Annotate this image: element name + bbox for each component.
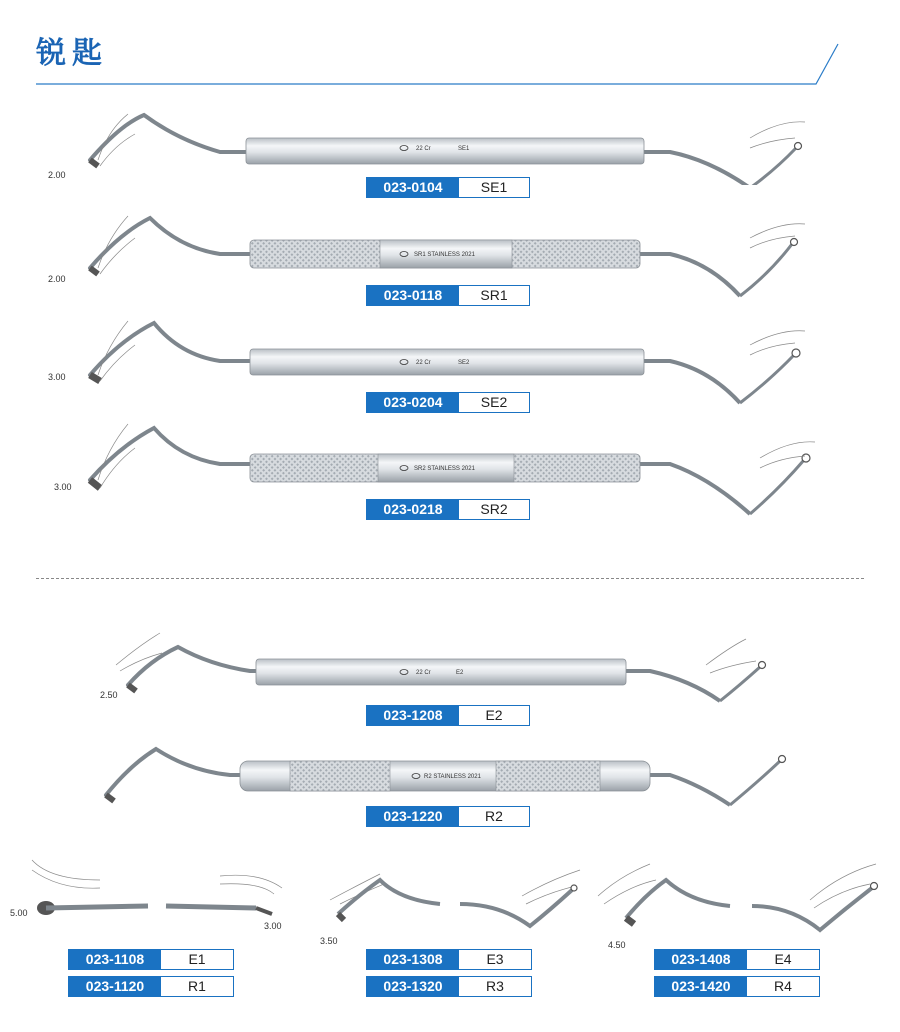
product-tag: [68, 949, 234, 970]
product-tag: [366, 499, 530, 520]
size-label: 2.00: [48, 274, 66, 284]
model-name: SR1: [480, 287, 508, 303]
product-code: 023-0218: [367, 500, 459, 519]
model-name: SE1: [480, 179, 508, 195]
model-name: SE2: [480, 394, 508, 410]
section-divider: [36, 578, 864, 579]
size-label: 3.00: [54, 482, 72, 492]
product-tag: [366, 285, 530, 306]
handle-mark: SE2: [458, 360, 470, 366]
product-code: 023-1420: [655, 977, 747, 996]
instrument-image: [60, 100, 820, 185]
product-tag: [366, 705, 530, 726]
product-tag: [68, 976, 234, 997]
product-code: 023-1108: [69, 950, 161, 969]
size-label: 3.00: [264, 921, 282, 931]
product-tag: [366, 976, 532, 997]
product-code: 023-1308: [367, 950, 459, 969]
size-label: 3.50: [320, 936, 338, 946]
product-code: 023-1220: [367, 807, 459, 826]
handle-engraving: 22 Cr: [416, 360, 431, 366]
model-name: E4: [774, 951, 792, 967]
instrument-image: [310, 860, 590, 930]
product-tag: [654, 976, 820, 997]
model-name: R4: [774, 978, 792, 994]
handle-engraving: SR2 STAINLESS 2021: [414, 466, 475, 472]
product-tag: [366, 949, 532, 970]
model-name: R1: [188, 978, 206, 994]
product-code: 023-1408: [655, 950, 747, 969]
product-code: 023-0204: [367, 393, 459, 412]
size-label: 2.00: [48, 170, 66, 180]
instrument-image: [20, 850, 290, 930]
product-code: 023-0118: [367, 286, 459, 305]
header-rule: [0, 0, 900, 100]
product-tag: [654, 949, 820, 970]
handle-mark: E2: [456, 670, 464, 676]
size-label: 4.50: [608, 940, 626, 950]
instrument-image: [100, 735, 800, 815]
product-code: 023-1208: [367, 706, 459, 725]
model-name: E3: [486, 951, 504, 967]
model-name: R2: [485, 808, 503, 824]
product-tag: [366, 177, 530, 198]
page-title: 锐匙: [36, 36, 108, 71]
product-code: 023-1120: [69, 977, 161, 996]
handle-engraving: 22 Cr: [416, 146, 431, 152]
size-label: 5.00: [10, 908, 28, 918]
product-code: 023-1320: [367, 977, 459, 996]
product-tag: [366, 806, 530, 827]
instrument-image: [590, 856, 890, 936]
handle-mark: SE1: [458, 146, 470, 152]
product-tag: [366, 392, 530, 413]
handle-engraving: 22 Cr: [416, 670, 431, 676]
size-label: 2.50: [100, 690, 118, 700]
model-name: E1: [188, 951, 206, 967]
model-name: R3: [486, 978, 504, 994]
model-name: E2: [485, 707, 503, 723]
product-code: 023-0104: [367, 178, 459, 197]
model-name: SR2: [480, 501, 508, 517]
instrument-image: [100, 625, 800, 705]
handle-engraving: R2 STAINLESS 2021: [424, 774, 481, 780]
handle-engraving: SR1 STAINLESS 2021: [414, 252, 475, 258]
size-label: 3.00: [48, 372, 66, 382]
